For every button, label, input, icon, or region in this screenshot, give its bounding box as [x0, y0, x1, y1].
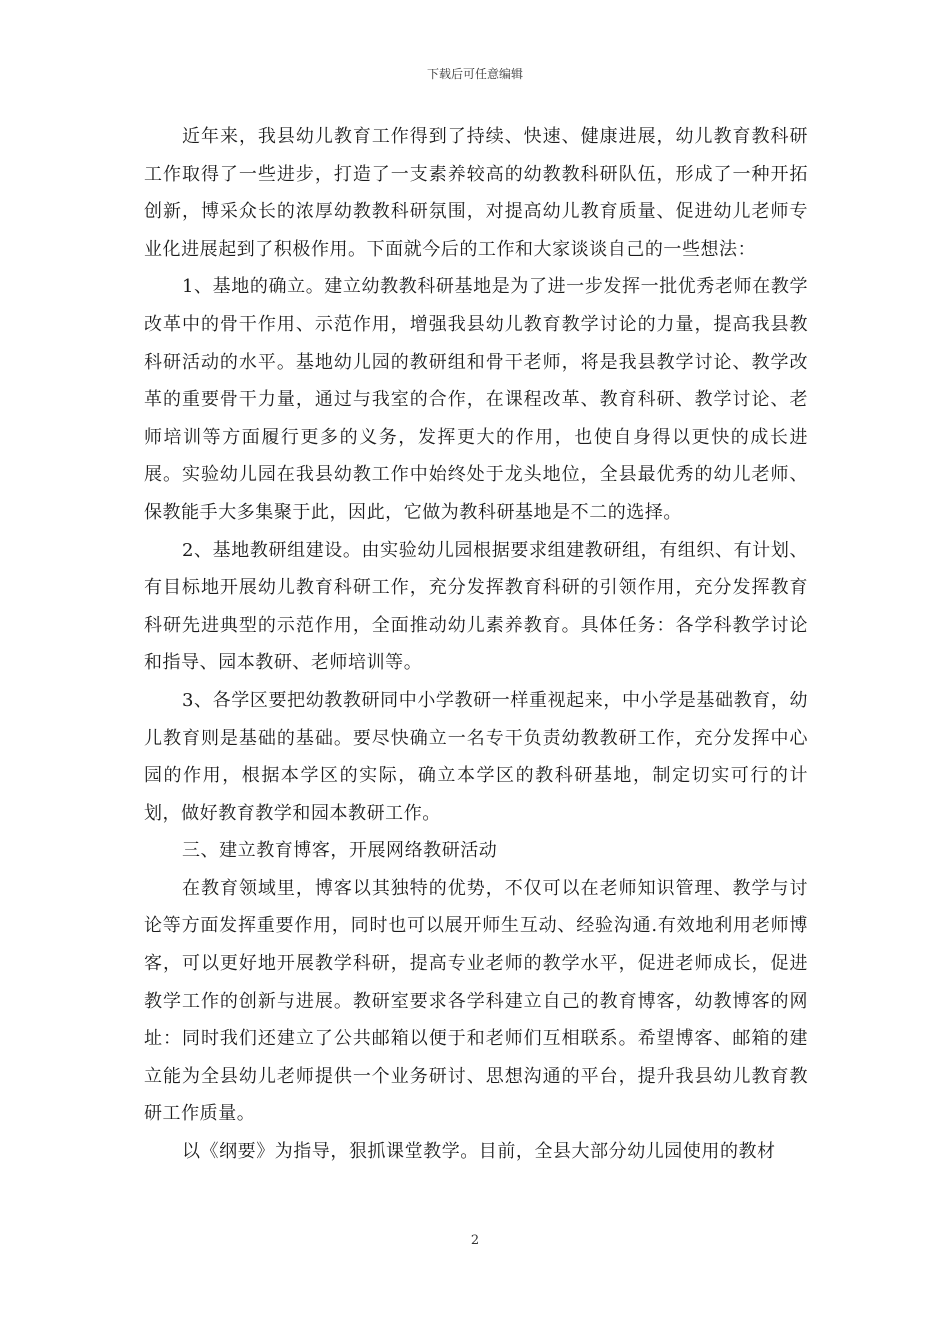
document-body — [144, 118, 808, 1171]
base-establishment-paragraph: 1、基地的确立。建立幼教教科研基地是为了进一步发挥一批优秀老师在教学改革中的骨干作用、示范作用，增强我县幼儿教育教学讨论的力量，提高我县教科研活动的水平。基地幼儿园的教研组和骨干老师，将是我县教学讨论、教学改革的重要骨干力量，通过与我室的合作，在课程改革、教育科研、教学讨论、老师培训等方面履行更多的义务，发挥更大的作用，也使自身得以更快的成长进展。实验幼儿园在我县幼教工作中始终处于龙头地位，全县最优秀的幼儿老师、保教能手大多集聚于此，因此，它做为教科研基地是不二的选择。 — [144, 276, 808, 523]
page-header: 下载后可任意编辑 — [426, 67, 523, 81]
education-blog-paragraph: 在教育领域里，博客以其独特的优势，不仅可以在老师知识管理、教学与讨论等方面发挥重要作用，同时也可以展开师生互动、经验沟通.有效地利用老师博客，可以更好地开展教学科研，提高专业老师的教学水平，促进老师成长，促进教学工作的创新与进展。教研室要求各学科建立自己的教育博客，幼教博客的网址：同时我们还建立了公共邮箱以便于和老师们互相联系。希望博客、邮箱的建立能为全县幼儿老师提供一个业务研讨、思想沟通的平台，提升我县幼儿教育教研工作质量。 — [144, 877, 808, 1125]
section-heading: 三、建立教育博客，开展网络教研活动 — [182, 840, 498, 862]
school-district-paragraph: 3、各学区要把幼教教研同中小学教研一样重视起来，中小学是基础教育，幼儿教育则是基础的基础。要尽快确立一名专干负责幼教教研工作，充分发挥中心园的作用，根据本学区的实际，确立本学区的教科研基地，制定切实可行的计划，做好教育教学和园本教研工作。 — [144, 689, 808, 824]
intro-paragraph: 近年来，我县幼儿教育工作得到了持续、快速、健康进展，幼儿教育教科研工作取得了一些进步，打造了一支素养较高的幼教教科研队伍，形成了一种开拓创新，博采众长的浓厚幼教教科研氛围，对提高幼儿教育质量、促进幼儿老师专业化进展起到了积极作用。下面就今后的工作和大家谈谈自己的一些想法： — [144, 126, 808, 260]
base-research-group-paragraph: 2、基地教研组建设。由实验幼儿园根据要求组建教研组，有组织、有计划、有目标地开展幼儿教育科研工作，充分发挥教育科研的引领作用，充分发挥教育科研先进典型的示范作用，全面推动幼儿素养教育。具体任务：各学科教学讨论和指导、园本教研、老师培训等。 — [144, 539, 808, 674]
outline-guidance-paragraph: 以《纲要》为指导，狠抓课堂教学。目前，全县大部分幼儿园使用的教材 — [182, 1141, 776, 1163]
page-number: 2 — [470, 1233, 480, 1248]
